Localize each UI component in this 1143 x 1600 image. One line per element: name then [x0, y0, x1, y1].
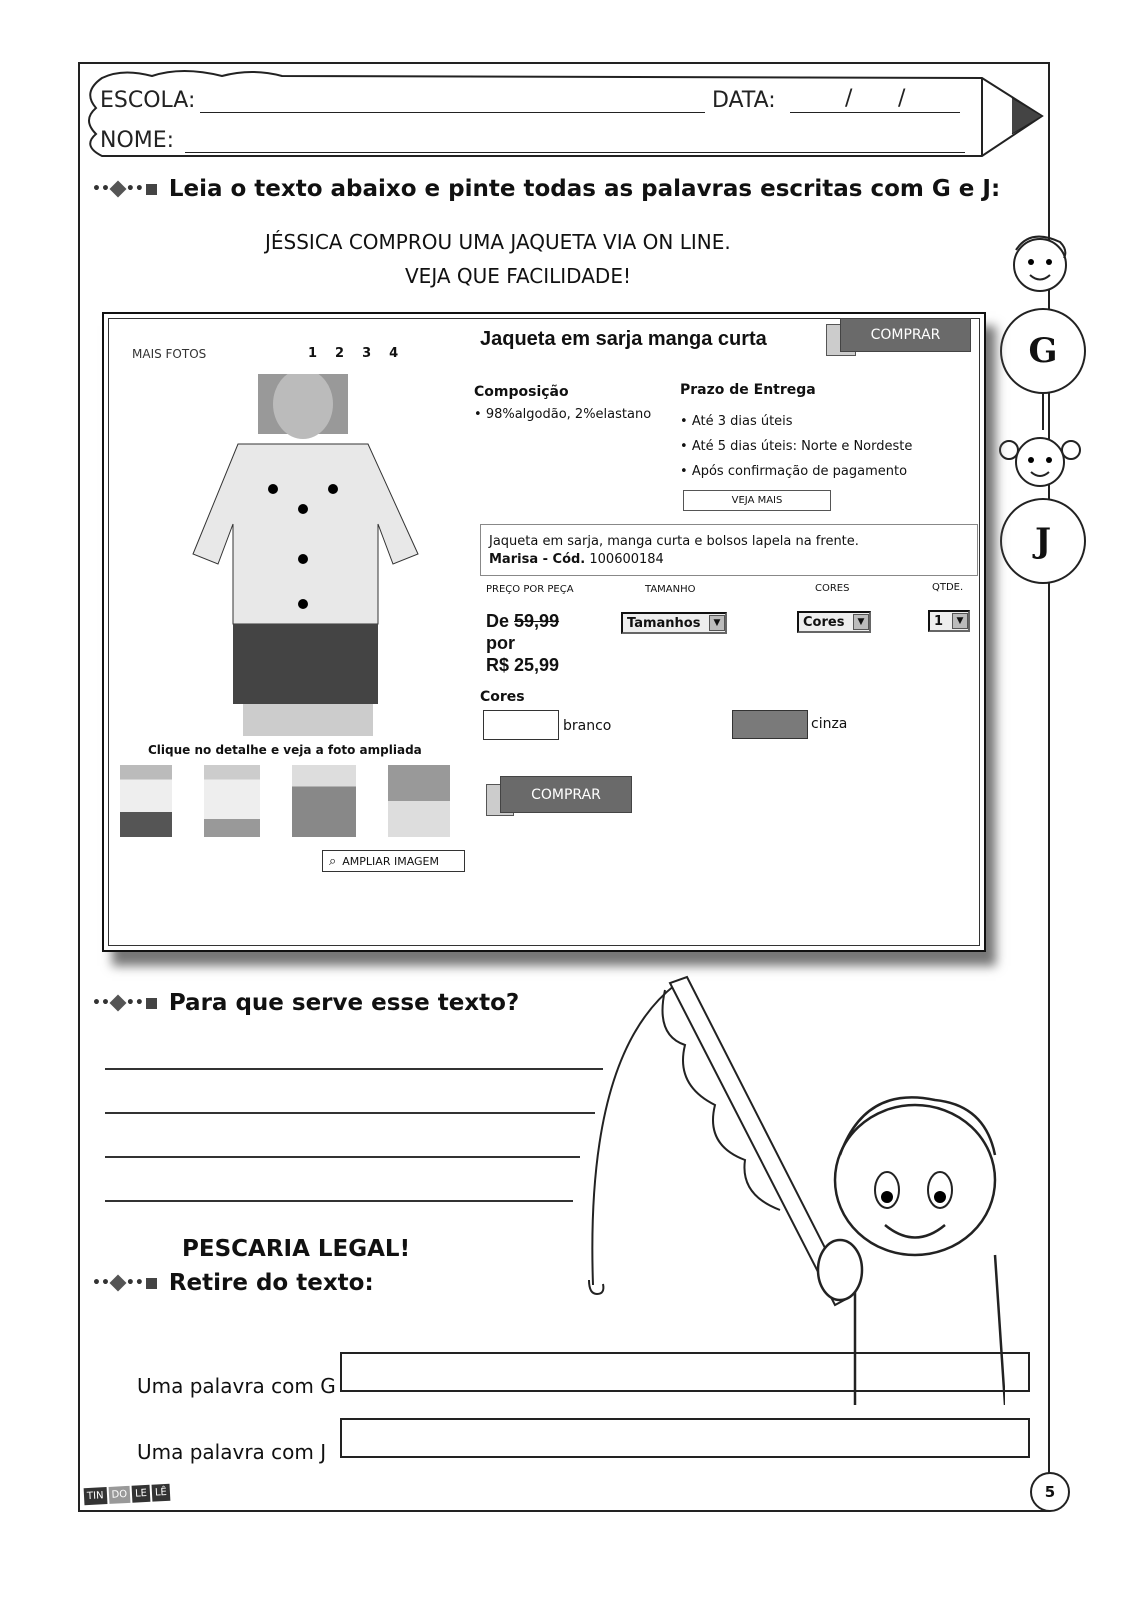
- page-number: 5: [1030, 1472, 1070, 1512]
- date-sep-2: /: [898, 86, 906, 111]
- pencil-header-frame: [82, 68, 1048, 162]
- price-block: [486, 610, 559, 676]
- qty-select[interactable]: 1 ▼: [928, 610, 970, 632]
- photo-pagination: [308, 346, 398, 361]
- buy-button-bottom[interactable]: [486, 776, 634, 818]
- composition-item: • 98%algodão, 2%elastano: [474, 407, 652, 422]
- thumbnail-2[interactable]: [204, 765, 260, 837]
- letter-g-circle: G: [1000, 308, 1086, 394]
- thumbnail-4[interactable]: [388, 765, 450, 837]
- child-face-icon: [1000, 220, 1080, 310]
- story-title-1: JÉSSICA COMPROU UMA JAQUETA VIA ON LINE.: [265, 230, 731, 254]
- answer-line-2[interactable]: [105, 1112, 595, 1114]
- bullet-icon: •• ••: [92, 181, 157, 197]
- delivery-title: Prazo de Entrega: [680, 382, 816, 398]
- col-colors: CORES: [815, 583, 850, 594]
- photo-page-1[interactable]: 1: [308, 346, 318, 361]
- answer-box-g[interactable]: [340, 1352, 1030, 1392]
- col-price: PREÇO POR PEÇA: [486, 584, 574, 595]
- color-name-white: branco: [563, 718, 612, 734]
- buy-button-top[interactable]: [826, 318, 971, 358]
- brand-code-label: Marisa - Cód.: [489, 552, 586, 567]
- bullet-icon: •• ••: [92, 1275, 157, 1291]
- delivery-item: • Após confirmação de pagamento: [680, 464, 908, 479]
- chevron-down-icon: ▼: [709, 615, 725, 631]
- school-label: ESCOLA:: [100, 88, 196, 113]
- girl-face-icon: [995, 420, 1085, 500]
- answer-line-1[interactable]: [105, 1068, 603, 1070]
- chevron-down-icon: ▼: [853, 614, 869, 630]
- new-price: R$ 25,99: [486, 655, 560, 675]
- date-field[interactable]: [790, 112, 960, 113]
- answer-box-j[interactable]: [340, 1418, 1030, 1458]
- size-select[interactable]: Tamanhos ▼: [621, 612, 727, 634]
- delivery-list: [680, 409, 912, 484]
- old-price: 59,99: [514, 611, 560, 631]
- photo-page-3[interactable]: 3: [362, 346, 372, 361]
- color-swatch-white[interactable]: [483, 710, 559, 740]
- photo-page-2[interactable]: 2: [335, 346, 345, 361]
- col-size: TAMANHO: [645, 584, 696, 595]
- question-text: Para que serve esse texto?: [168, 990, 520, 1016]
- letter-j-circle: J: [1000, 498, 1086, 584]
- instruction-text: Leia o texto abaixo e pinte todas as palavras escritas com G e J:: [168, 176, 1001, 202]
- jacket-photo[interactable]: [178, 374, 432, 736]
- magnifier-icon: ⌕: [329, 853, 337, 869]
- task3-title: PESCARIA LEGAL!: [182, 1236, 411, 1262]
- name-field[interactable]: [185, 152, 965, 153]
- thumbnail-1[interactable]: [120, 765, 172, 837]
- thumbnail-3[interactable]: [292, 765, 356, 837]
- buy-label: COMPRAR: [500, 776, 632, 813]
- product-title: Jaqueta em sarja manga curta: [480, 328, 767, 350]
- task2-question: [92, 990, 519, 1016]
- story-title-2: VEJA QUE FACILIDADE!: [405, 264, 631, 288]
- task1-instruction: [92, 176, 1000, 202]
- zoom-image-button[interactable]: [322, 850, 465, 872]
- label-word-j: Uma palavra com J: [137, 1440, 327, 1464]
- publisher-logo: TIN DO LE LÊ: [84, 1484, 171, 1505]
- date-label: DATA:: [712, 88, 776, 113]
- price-by-label: por: [486, 633, 515, 653]
- click-hint: Clique no detalhe e veja a foto ampliada: [148, 743, 422, 757]
- thumbnails: [120, 765, 450, 837]
- buy-label: COMPRAR: [840, 318, 971, 352]
- task3-instruction: [92, 1270, 374, 1296]
- answer-line-4[interactable]: [105, 1200, 573, 1202]
- date-sep-1: /: [845, 86, 853, 111]
- color-name-gray: cinza: [811, 716, 848, 732]
- delivery-item: • Até 3 dias úteis: [680, 414, 793, 429]
- colors-select[interactable]: Cores ▼: [797, 611, 871, 633]
- instruction-text: Retire do texto:: [168, 1270, 374, 1296]
- color-swatch-gray[interactable]: [732, 710, 808, 739]
- price-from-label: De: [486, 611, 510, 631]
- more-photos-label: MAIS FOTOS: [132, 347, 207, 361]
- zoom-image-label: AMPLIAR IMAGEM: [342, 854, 439, 868]
- name-label: NOME:: [100, 128, 175, 153]
- description-box: [480, 524, 978, 576]
- answer-line-3[interactable]: [105, 1156, 580, 1158]
- chevron-down-icon: ▼: [952, 613, 968, 629]
- bullet-icon: •• ••: [92, 995, 157, 1011]
- col-qty: QTDE.: [932, 582, 964, 593]
- fishing-boy-illustration: [575, 975, 1005, 1405]
- description-text: Jaqueta em sarja, manga curta e bolsos lapela na frente.: [489, 534, 859, 549]
- product-code: 100600184: [589, 552, 664, 567]
- delivery-item: • Até 5 dias úteis: Norte e Nordeste: [680, 439, 913, 454]
- school-field[interactable]: [200, 112, 705, 113]
- composition-title: Composição: [474, 384, 569, 400]
- photo-page-4[interactable]: 4: [389, 346, 399, 361]
- label-word-g: Uma palavra com G: [137, 1374, 336, 1398]
- see-more-button[interactable]: VEJA MAIS: [683, 490, 831, 511]
- colors-title: Cores: [480, 689, 525, 705]
